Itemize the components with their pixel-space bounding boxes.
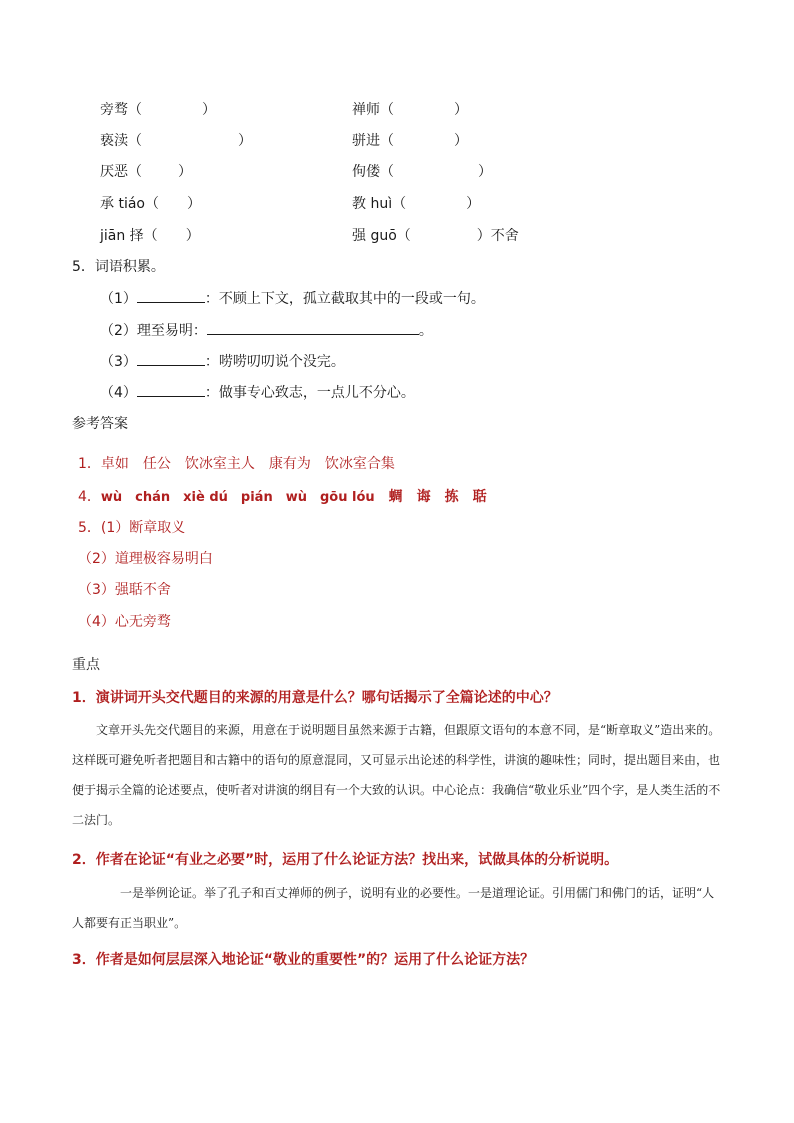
key-answer-2: 一是举例论证。举了孔子和百丈禅师的例子，说明有业的必要性。一是道理论证。引用儒门和佛门的话，证明“人人都要有正当职业”。 xyxy=(72,886,715,930)
pinyin-item xyxy=(100,131,252,151)
key-question-3: 3．作者是如何层层深入地论证“敬业的重要性”的？运用了什么论证方法？ xyxy=(72,952,535,968)
vocab-item xyxy=(100,288,485,309)
pinyin-item xyxy=(100,100,216,120)
pinyin-word: 骈进（ xyxy=(352,133,394,149)
pinyin-item xyxy=(100,162,192,182)
pinyin-word: 强 guō（ xyxy=(352,228,411,244)
pinyin-item xyxy=(352,162,492,182)
item-definition: ：不顾上下文，孤立截取其中的一段或一句。 xyxy=(204,291,485,307)
paren-close: ） xyxy=(454,133,468,149)
answers-title: 参考答案 xyxy=(72,416,128,432)
paren-close: ） xyxy=(238,133,252,149)
paren-close: ） xyxy=(478,164,492,180)
pinyin-word: 承 tiáo（ xyxy=(100,196,159,212)
item-number: （2） xyxy=(100,323,137,339)
item-definition: ：唠唠叨叨说个没完。 xyxy=(204,354,345,370)
paren-close: ） xyxy=(466,196,481,212)
answer-number: 4． xyxy=(78,489,101,505)
item-word: 理至易明： xyxy=(136,323,207,339)
paren-close: ） xyxy=(186,196,201,212)
item-definition: ：做事专心致志，一点儿不分心。 xyxy=(204,385,415,401)
pinyin-item xyxy=(100,194,201,214)
item-definition: 。 xyxy=(418,323,433,339)
key-question-1: 1．演讲词开头交代题目的来源的用意是什么？哪句话揭示了全篇论述的中心？ xyxy=(72,690,558,706)
pinyin-item xyxy=(352,226,519,246)
answer-pinyin: wù chán xiè dú pián wù gōu lóu xyxy=(100,490,375,505)
key-points-title: 重点 xyxy=(72,657,100,673)
paren-close: ） xyxy=(185,228,200,244)
answer-characters: 蜩 诲 拣 聒 xyxy=(388,489,487,505)
pinyin-word: 旁骛（ xyxy=(100,102,142,118)
paren-close: ）不舍 xyxy=(476,228,519,244)
key-answer-1: 文章开头先交代题目的来源，用意在于说明题目虽然来源于古籍，但跟原文语句的本意不同，是“断章取义”造出来的。这样既可避免听者把题目和古籍中的语句的原意混同，又可显示出论述的科学性，讲演的趣味性；同时，提出题目来由，也便于揭示全篇的论述要点，使听者对讲演的纲目有一个大致的认识。中心论点：我确信“敬业乐业”四个字，是人类生活的不二法门。 xyxy=(72,723,721,827)
pinyin-item xyxy=(352,194,480,214)
pinyin-item xyxy=(352,131,468,151)
vocab-item xyxy=(100,320,433,341)
answer-line-4 xyxy=(78,487,487,508)
question-5-title: 5．词语积累。 xyxy=(72,259,165,275)
pinyin-word: 亵渎（ xyxy=(100,133,142,149)
item-number: （1） xyxy=(100,291,137,307)
pinyin-word: jiān 择（ xyxy=(100,228,158,244)
answer-line-5-1: 5．(1）断章取义 xyxy=(78,520,186,536)
answer-blank[interactable] xyxy=(207,320,419,335)
pinyin-word: 佝偻（ xyxy=(352,164,394,180)
answer-line-5-3: （3）强聒不舍 xyxy=(78,582,171,598)
item-number: （4） xyxy=(100,385,137,401)
answer-line-1: 1．卓如 任公 饮冰室主人 康有为 饮冰室合集 xyxy=(78,456,395,472)
item-number: （3） xyxy=(100,354,137,370)
pinyin-word: 禅师（ xyxy=(352,102,394,118)
vocab-item xyxy=(100,351,345,372)
vocab-item xyxy=(100,382,415,403)
paren-close: ） xyxy=(202,102,216,118)
pinyin-word: 教 huì（ xyxy=(352,196,407,212)
answer-line-5-4: （4）心无旁骛 xyxy=(78,614,171,630)
paren-close: ） xyxy=(178,164,192,180)
pinyin-item xyxy=(100,226,200,246)
paren-close: ） xyxy=(454,102,468,118)
pinyin-word: 厌恶（ xyxy=(100,164,142,180)
answer-blank[interactable] xyxy=(137,351,205,366)
answer-blank[interactable] xyxy=(137,288,205,303)
key-question-2: 2．作者在论证“有业之必要”时，运用了什么论证方法？找出来，试做具体的分析说明。 xyxy=(72,852,619,868)
answer-line-5-2: （2）道理极容易明白 xyxy=(78,551,213,567)
answer-blank[interactable] xyxy=(137,382,205,397)
pinyin-item xyxy=(352,100,468,120)
